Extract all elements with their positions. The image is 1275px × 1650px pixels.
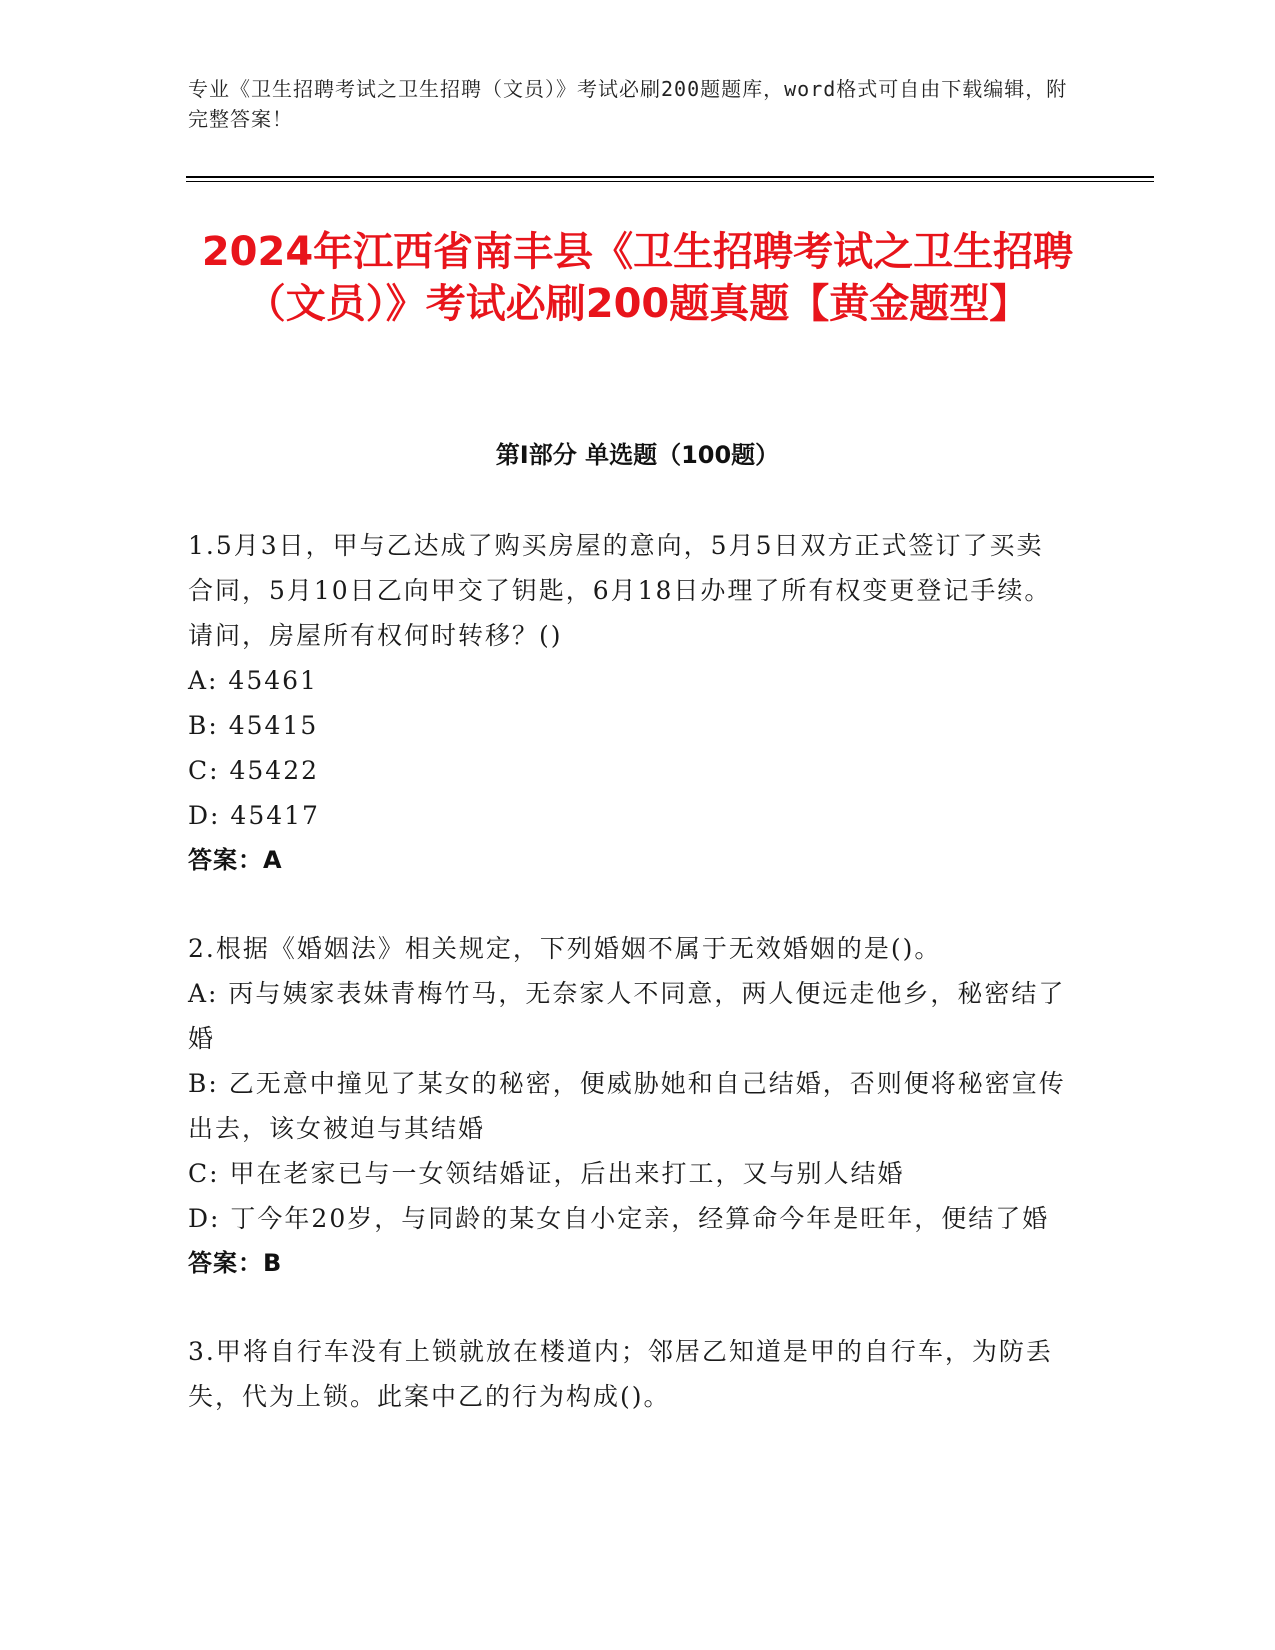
question-stem: 3.甲将自行车没有上锁就放在楼道内；邻居乙知道是甲的自行车，为防丢失，代为上锁。此案中乙的行为构成()。 (188, 1337, 1053, 1411)
section-heading: 第I部分 单选题（100题） (495, 441, 780, 469)
option-c: C: 甲在老家已与一女领结婚证，后出来打工，又与别人结婚 (188, 1159, 905, 1188)
question-3 (188, 1329, 1068, 1419)
header-note: 专业《卫生招聘考试之卫生招聘（文员）》考试必刷200题题库，word格式可自由下载编辑，附完整答案！ (188, 77, 1068, 131)
question-1 (188, 523, 1068, 883)
option-b: B: 乙无意中撞见了某女的秘密，便威胁她和自己结婚，否则便将秘密宣传出去，该女被迫与其结婚 (188, 1069, 1066, 1143)
answer-line: 答案：B (188, 1249, 283, 1277)
option-a: A: 丙与姨家表妹青梅竹马，无奈家人不同意，两人便远走他乡，秘密结了婚 (188, 979, 1066, 1053)
option-c: C: 45422 (188, 756, 320, 785)
answer-line: 答案：A (188, 846, 283, 874)
option-d: D: 丁今年20岁，与同龄的某女自小定亲，经算命今年是旺年，便结了婚 (188, 1204, 1050, 1233)
question-stem: 2.根据《婚姻法》相关规定，下列婚姻不属于无效婚姻的是()。 (188, 934, 942, 963)
option-a: A: 45461 (188, 666, 318, 695)
document-title: 2024年江西省南丰县《卫生招聘考试之卫生招聘（文员）》考试必刷200题真题【黄金题型】 (201, 229, 1074, 327)
option-b: B: 45415 (188, 711, 319, 740)
question-list (188, 523, 1068, 1462)
question-stem: 1.5月3日，甲与乙达成了购买房屋的意向，5月5日双方正式签订了买卖合同，5月10日乙向甲交了钥匙，6月18日办理了所有权变更登记手续。请问，房屋所有权何时转移？() (188, 531, 1052, 650)
header-divider-thick (186, 176, 1154, 178)
question-2 (188, 926, 1068, 1286)
option-d: D: 45417 (188, 801, 320, 830)
header-divider-thin (186, 181, 1154, 182)
